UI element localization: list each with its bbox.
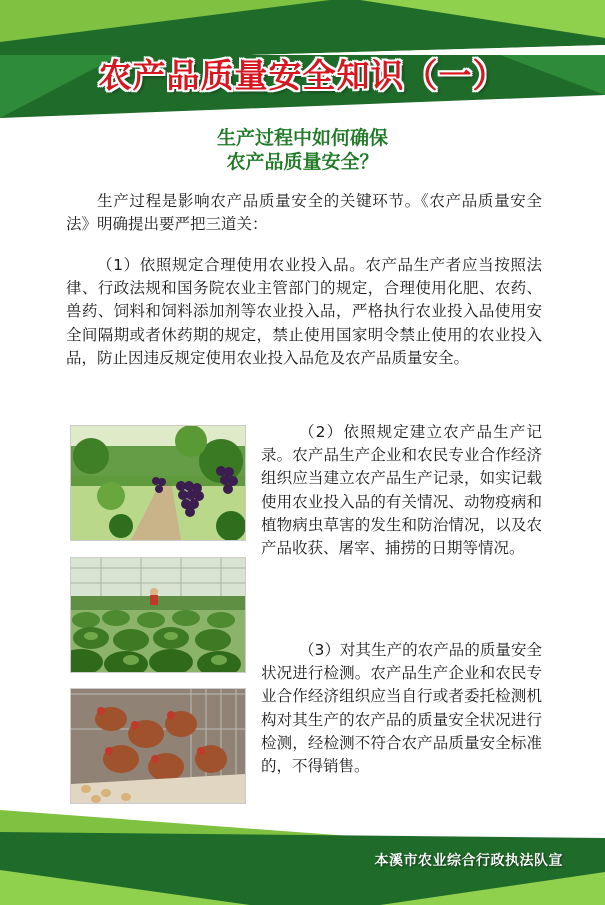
intro-paragraph: 生产过程是影响农产品质量安全的关键环节。《农产品质量安全法》明确提出要严把三道关：: [66, 192, 542, 234]
greenhouse-cabbage-photo: [70, 557, 246, 673]
chicken-farm-photo: [70, 688, 246, 804]
item-3-paragraph: （3）对其生产的农产品的质量安全状况进行检测。农产品生产企业和农民专业合作经济组织应当自行或者委托检测机构对其生产的农产品的质量安全状况进行检测，经检测不符合农产品质量安全标准的，不得销售。: [261, 641, 542, 776]
item-1-paragraph: （1）依照规定合理使用农业投入品。农产品生产者应当按照法律、行政法规和国务院农业主管部门的规定，合理使用化肥、农药、兽药、饲料和饲料添加剂等农业投入品，严格执行农业投入品使用安全间隔期或者休药期的规定，禁止使用国家明令禁止使用的农业投入品，防止因违反规定使用农业投入品危及农产品质量安全。: [66, 256, 542, 367]
subtitle-line-1: 生产过程中如何确保: [216, 127, 388, 149]
item-2-paragraph: （2）依照规定建立农产品生产记录。农产品生产企业和农民专业合作经济组织应当建立农产品生产记录，如实记载使用农业投入品的有关情况、动物疫病和植物病虫草害的发生和防治情况，以及农产品收获、屠宰、捕捞的日期等情况。: [261, 423, 542, 558]
grape-vineyard-photo: [70, 425, 246, 541]
footer-organization: 本溪市农业综合行政执法队宣: [374, 853, 563, 869]
poster-title: 农产品质量安全知识（一）: [98, 56, 507, 95]
subtitle-line-2: 农产品质量安全？: [226, 151, 379, 173]
